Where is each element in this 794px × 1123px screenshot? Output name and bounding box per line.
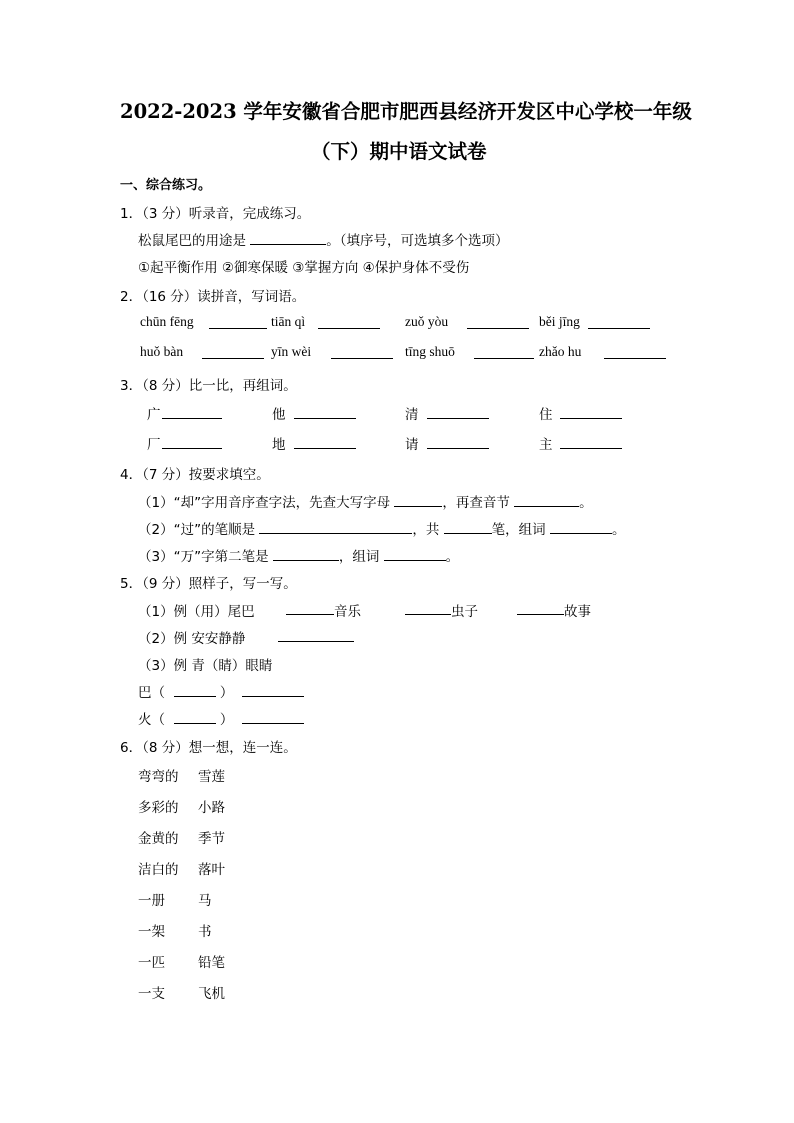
q4-stem: 4．（7 分）按要求填空。 [120, 467, 270, 483]
q5-line5 [138, 708, 304, 728]
q4-l3-end: 。 [445, 549, 460, 565]
q4-l3-text2: ，组词 [338, 549, 380, 565]
q4-l2-text2: ，共 [412, 522, 440, 538]
pinyin-item: zhǎo hu [539, 344, 582, 359]
pinyin-blank[interactable] [331, 358, 393, 359]
pinyin-blank[interactable] [202, 358, 264, 359]
q4-line1 [138, 491, 593, 511]
pinyin-item: yīn wèi [271, 344, 312, 359]
q5-example3: （3）例 青（睛）眼睛 [138, 658, 273, 674]
q4-line2 [138, 518, 625, 538]
q4-l1-text: （1）“却”字用音序查字法，先查大写字母 [138, 495, 391, 511]
word-blank[interactable] [242, 683, 304, 697]
q1-answer-blank[interactable] [250, 231, 326, 245]
pinyin-item: tīng shuō [405, 344, 455, 359]
word-blank[interactable] [278, 641, 354, 642]
word-blank[interactable] [560, 448, 622, 449]
q5-word: 虫子 [451, 604, 478, 620]
word-blank[interactable] [294, 418, 356, 419]
q5-line4 [138, 681, 304, 701]
stroke-order-blank[interactable] [259, 520, 412, 534]
page-title-line2: （下）期中语文试卷 [311, 140, 487, 163]
q5-paren: ） [219, 685, 234, 701]
match-right-item[interactable]: 雪莲 [198, 769, 225, 785]
page-title-line1: 2022-2023 学年安徽省合肥市肥西县经济开发区中心学校一年级 [120, 100, 692, 123]
compare-char: 清 [405, 407, 419, 423]
word-blank[interactable] [384, 547, 446, 561]
match-left-item[interactable]: 一匹 [138, 955, 165, 971]
pinyin-blank[interactable] [318, 328, 380, 329]
match-right-item[interactable]: 季节 [198, 831, 225, 847]
match-left-item[interactable]: 金黄的 [138, 831, 179, 847]
compare-char: 主 [539, 437, 553, 453]
q4-l1-end: 。 [579, 495, 593, 511]
q5-word: 音乐 [334, 604, 361, 620]
compare-char: 地 [272, 437, 286, 453]
stroke-blank[interactable] [273, 547, 339, 561]
word-blank[interactable] [517, 614, 564, 615]
word-blank[interactable] [286, 614, 334, 615]
pinyin-item: tiān qì [271, 314, 306, 329]
q1-options: ①起平衡作用 ②御寒保暖 ③掌握方向 ④保护身体不受伤 [138, 260, 470, 276]
word-blank[interactable] [242, 710, 304, 724]
word-blank[interactable] [427, 448, 489, 449]
compare-char: 住 [539, 407, 553, 423]
pinyin-blank[interactable] [474, 358, 534, 359]
q5-example1: （1）例（用）尾巴 [138, 604, 255, 620]
match-right-item[interactable]: 小路 [198, 800, 225, 816]
q2-stem: 2．（16 分）读拼音，写词语。 [120, 289, 306, 305]
compare-char: 请 [405, 437, 419, 453]
word-blank[interactable] [427, 418, 489, 419]
pinyin-blank[interactable] [604, 358, 666, 359]
q4-l2-text3: 笔，组词 [491, 522, 546, 538]
match-right-item[interactable]: 铅笔 [198, 955, 225, 971]
q5-char: 巴（ [138, 685, 165, 701]
compare-char: 他 [272, 407, 286, 423]
pinyin-item: huǒ bàn [140, 344, 184, 359]
q4-line3 [138, 545, 459, 565]
pinyin-item: běi jīng [539, 314, 580, 329]
match-left-item[interactable]: 一支 [138, 986, 165, 1002]
match-right-item[interactable]: 飞机 [198, 986, 225, 1002]
pinyin-blank[interactable] [209, 328, 267, 329]
compare-char: 广 [147, 407, 161, 423]
char-blank[interactable] [174, 683, 216, 697]
match-right-item[interactable]: 马 [198, 893, 212, 909]
q5-word: 故事 [564, 604, 591, 620]
word-blank[interactable] [550, 520, 612, 534]
q4-l1-text2: ，再查音节 [442, 495, 510, 511]
q1-question [138, 229, 509, 249]
pinyin-item: chūn fēng [140, 314, 194, 329]
q4-l2-end: 。 [611, 522, 626, 538]
word-blank[interactable] [405, 614, 451, 615]
stroke-count-blank[interactable] [444, 520, 492, 534]
q1-stem: 1．（3 分）听录音，完成练习。 [120, 206, 311, 222]
word-blank[interactable] [162, 448, 222, 449]
match-right-item[interactable]: 落叶 [198, 862, 225, 878]
match-left-item[interactable]: 弯弯的 [138, 769, 179, 785]
syllable-blank[interactable] [514, 493, 579, 507]
q5-paren: ） [219, 712, 234, 728]
q5-stem: 5．（9 分）照样子，写一写。 [120, 576, 297, 592]
q4-l3-text: （3）“万”字第二笔是 [138, 549, 269, 565]
match-left-item[interactable]: 一册 [138, 893, 165, 909]
compare-char: 厂 [147, 437, 161, 453]
q4-l2-text: （2）“过”的笔顺是 [138, 522, 256, 538]
match-left-item[interactable]: 多彩的 [138, 800, 179, 816]
match-left-item[interactable]: 一架 [138, 924, 165, 940]
q1-hint: 。（填序号，可选填多个选项） [326, 233, 509, 249]
q1-question-text: 松鼠尾巴的用途是 [138, 233, 246, 249]
letter-blank[interactable] [394, 493, 442, 507]
section-heading: 一、综合练习。 [120, 178, 212, 193]
q3-stem: 3．（8 分）比一比，再组词。 [120, 378, 297, 394]
match-left-item[interactable]: 洁白的 [138, 862, 179, 878]
word-blank[interactable] [294, 448, 356, 449]
pinyin-blank[interactable] [467, 328, 529, 329]
pinyin-item: zuǒ yòu [405, 314, 449, 329]
word-blank[interactable] [162, 418, 222, 419]
word-blank[interactable] [560, 418, 622, 419]
q5-char: 火（ [138, 712, 165, 728]
q6-stem: 6．（8 分）想一想，连一连。 [120, 740, 297, 756]
pinyin-blank[interactable] [588, 328, 650, 329]
q5-example2: （2）例 安安静静 [138, 631, 246, 647]
char-blank[interactable] [174, 710, 216, 724]
match-right-item[interactable]: 书 [198, 924, 212, 940]
